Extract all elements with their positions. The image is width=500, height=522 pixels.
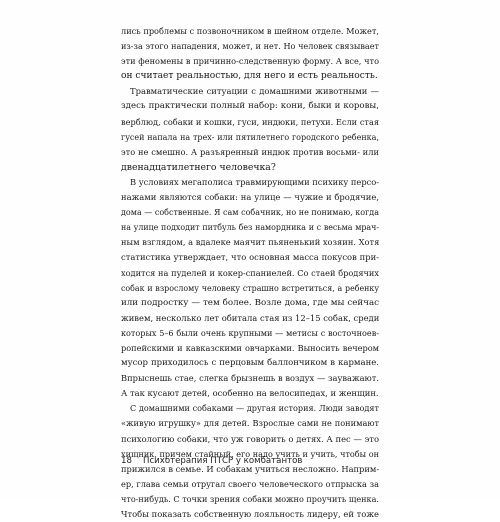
text-line: живем, несколько лет обитала стая из 12–15 собак, среди xyxy=(121,312,380,323)
text-line: здесь практически полный набор: кони, быки и коровы, xyxy=(121,101,379,112)
text-line: что-нибудь. С точки зрения собаки можно проучить щенка. xyxy=(121,493,379,504)
text-line: ер, глава семьи отругал своего человеческого отпрыска за xyxy=(121,478,379,489)
text-line: верблюд, собаки и кошки, гуси, индюки, петухи. Если стая xyxy=(121,116,379,127)
text-line: эти феномены в причинно-следственную форму. А все, что xyxy=(121,56,379,67)
text-line: Впрыснешь стае, слегка брызнешь в воздух — зауважают. xyxy=(121,373,379,384)
text-line: мусор приходилось с перцовым баллончиком в кармане. xyxy=(121,358,379,369)
page-number: 18 xyxy=(121,456,132,466)
running-title: Психотерапия ПТСР у комбатантов xyxy=(143,456,303,466)
text-line: ным взглядом, а вдалеке маячит пьяненький хозяин. Хотя xyxy=(121,237,380,248)
text-line: Травматические ситуации с домашними животными — xyxy=(130,86,379,97)
text-line: хищник, причем стайный, его надо учить и учить, чтобы он xyxy=(121,448,379,459)
text-line: он считает реальностью, для него и есть реальность. xyxy=(121,71,378,82)
text-line: которых 5–6 были очень крупными — метисы с восточнoев- xyxy=(121,327,379,338)
text-line: собак и взрослому человеку страшно встретиться, а ребенку xyxy=(121,283,379,293)
text-line: нажами являются собаки: на улице — чужие и бродячие, xyxy=(121,192,379,203)
text-line: гусей напала на трех- или пятилетнего городского ребенка, xyxy=(121,132,379,142)
text-line: психологию собаки, что уж говорить о детях. А пес — это xyxy=(121,433,379,444)
text-line: ропейскими и кавказскими овчарками. Выносить вечером xyxy=(121,342,379,353)
text-line: из-за этого нападения, может, и нет. Но человек связывает xyxy=(121,41,379,52)
page-footer xyxy=(121,456,379,466)
text-line: статистика утверждает, что основная масса покусов при- xyxy=(121,252,379,263)
text-line: на улице подходит питбуль без намордника и с весьма мрач- xyxy=(121,223,379,233)
text-line: или подростку — тем более. Возле дома, где мы сейчас xyxy=(121,297,379,308)
text-line: «живую игрушку» для детей. Взрослые сами не понимают xyxy=(121,418,379,429)
text-line: дома — собственные. Я сам собачник, но не понимаю, когда xyxy=(121,208,379,218)
text-line: Чтобы показать собственную лояльность лидеру, ей тоже xyxy=(121,509,379,519)
text-line: лись проблемы с позвоночником в шейном отделе. Может, xyxy=(121,26,379,36)
text-line: это не смешно. А разъяренный индюк против восьми- или xyxy=(121,146,379,157)
text-line: двенадцатилетнего человечка? xyxy=(121,161,276,173)
text-line: ходится на пуделей и кокер-спаниелей. Со стаей бродячих xyxy=(121,267,379,278)
text-line: С домашними собаками — другая история. Люди заводят xyxy=(130,403,379,414)
text-line: В условиях мегаполиса травмирующими психику персо- xyxy=(130,176,380,187)
body-text xyxy=(121,24,379,522)
text-line: А так кусают детей, особенно на велосипедах, и женщин. xyxy=(121,388,379,399)
text-line: прижился в семье. И собакам учиться несложно. Наприм- xyxy=(121,463,380,474)
